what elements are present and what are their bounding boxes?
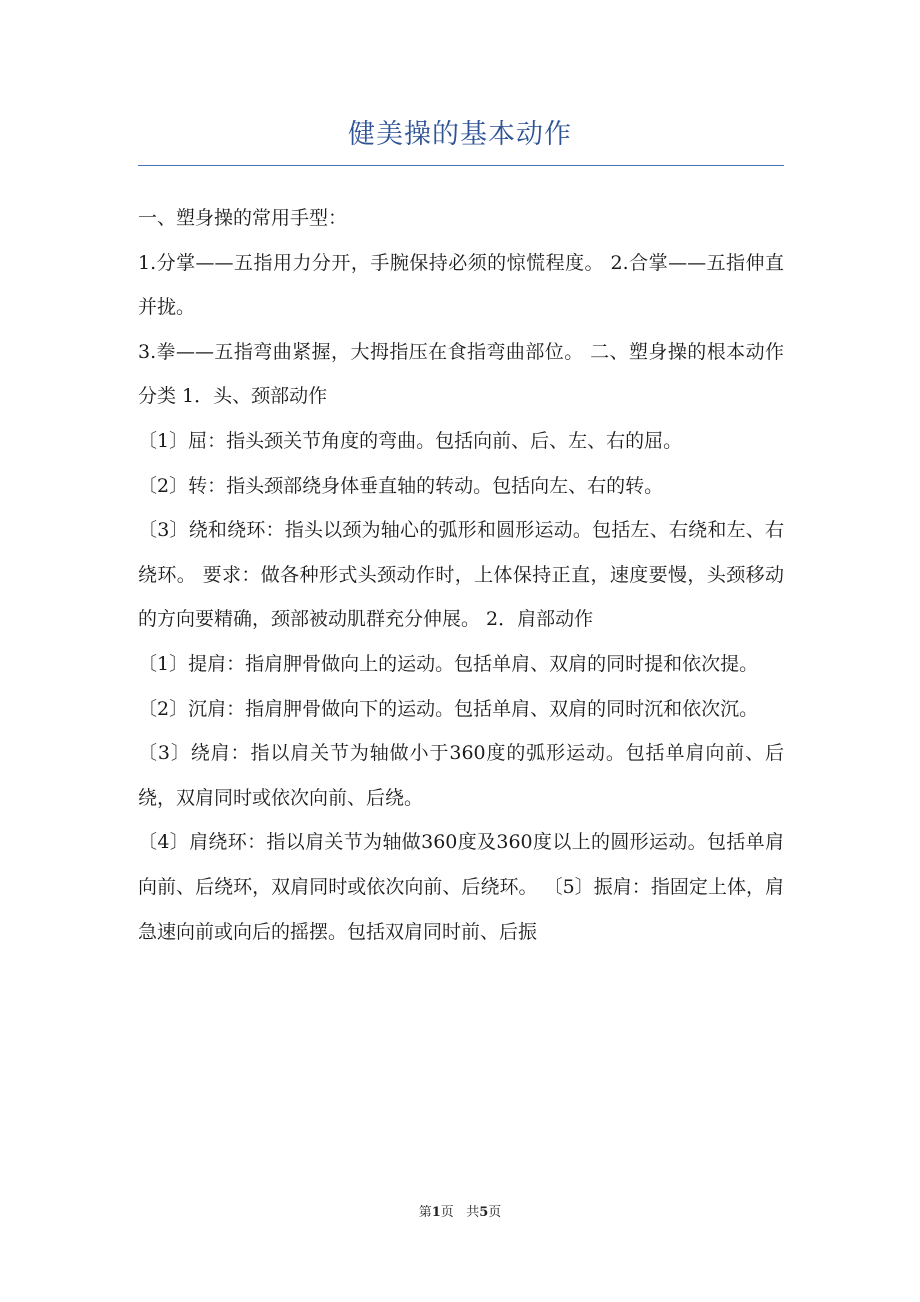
- paragraph: 〔1〕屈：指头颈关节角度的弯曲。包括向前、后、左、右的屈。: [138, 429, 683, 452]
- paragraph: 〔2〕转：指头颈部绕身体垂直轴的转动。包括向左、右的转。: [138, 474, 664, 497]
- document-title: 健美操的基本动作: [348, 119, 572, 150]
- title-underline: [138, 165, 784, 166]
- footer-total-unit: 页: [488, 1205, 502, 1220]
- footer-page-unit: 页: [440, 1205, 454, 1220]
- page-footer: [0, 1203, 920, 1223]
- paragraph: 〔3〕绕和绕环：指头以颈为轴心的弧形和圆形运动。包括左、右绕和左、右绕环。 要求：做各种形式头颈动作时，上体保持正直，速度要慢，头颈移动的方向要精确，颈部被动肌群充分伸展。 2．肩部动作: [138, 519, 784, 631]
- paragraph: 1.分掌——五指用力分开，手腕保持必须的惊慌程度。 2.合掌——五指伸直并拢。: [138, 251, 784, 319]
- document-body: [138, 196, 784, 954]
- paragraph: 3.拳——五指弯曲紧握，大拇指压在食指弯曲部位。 二、塑身操的根本动作分类 1．头、颈部动作: [138, 340, 784, 408]
- total-pages-number: 5: [479, 1205, 489, 1220]
- footer-prefix: 第: [418, 1205, 432, 1220]
- paragraph: 〔1〕提肩：指肩胛骨做向上的运动。包括单肩、双肩的同时提和依次提。: [138, 652, 759, 675]
- paragraph: 〔4〕肩绕环：指以肩关节为轴做360度及360度以上的圆形运动。包括单肩向前、后绕环，双肩同时或依次向前、后绕环。 〔5〕振肩：指固定上体，肩急速向前或向后的摇摆。包括双肩同时前、后振: [138, 831, 784, 943]
- footer-total-prefix: 共: [466, 1205, 480, 1220]
- paragraph: 一、塑身操的常用手型：: [138, 207, 348, 229]
- paragraph: 〔2〕沉肩：指肩胛骨做向下的运动。包括单肩、双肩的同时沉和依次沉。: [138, 697, 759, 720]
- current-page-number: 1: [431, 1205, 441, 1220]
- paragraph: 〔3〕绕肩：指以肩关节为轴做小于360度的弧形运动。包括单肩向前、后绕，双肩同时或依次向前、后绕。: [138, 742, 784, 809]
